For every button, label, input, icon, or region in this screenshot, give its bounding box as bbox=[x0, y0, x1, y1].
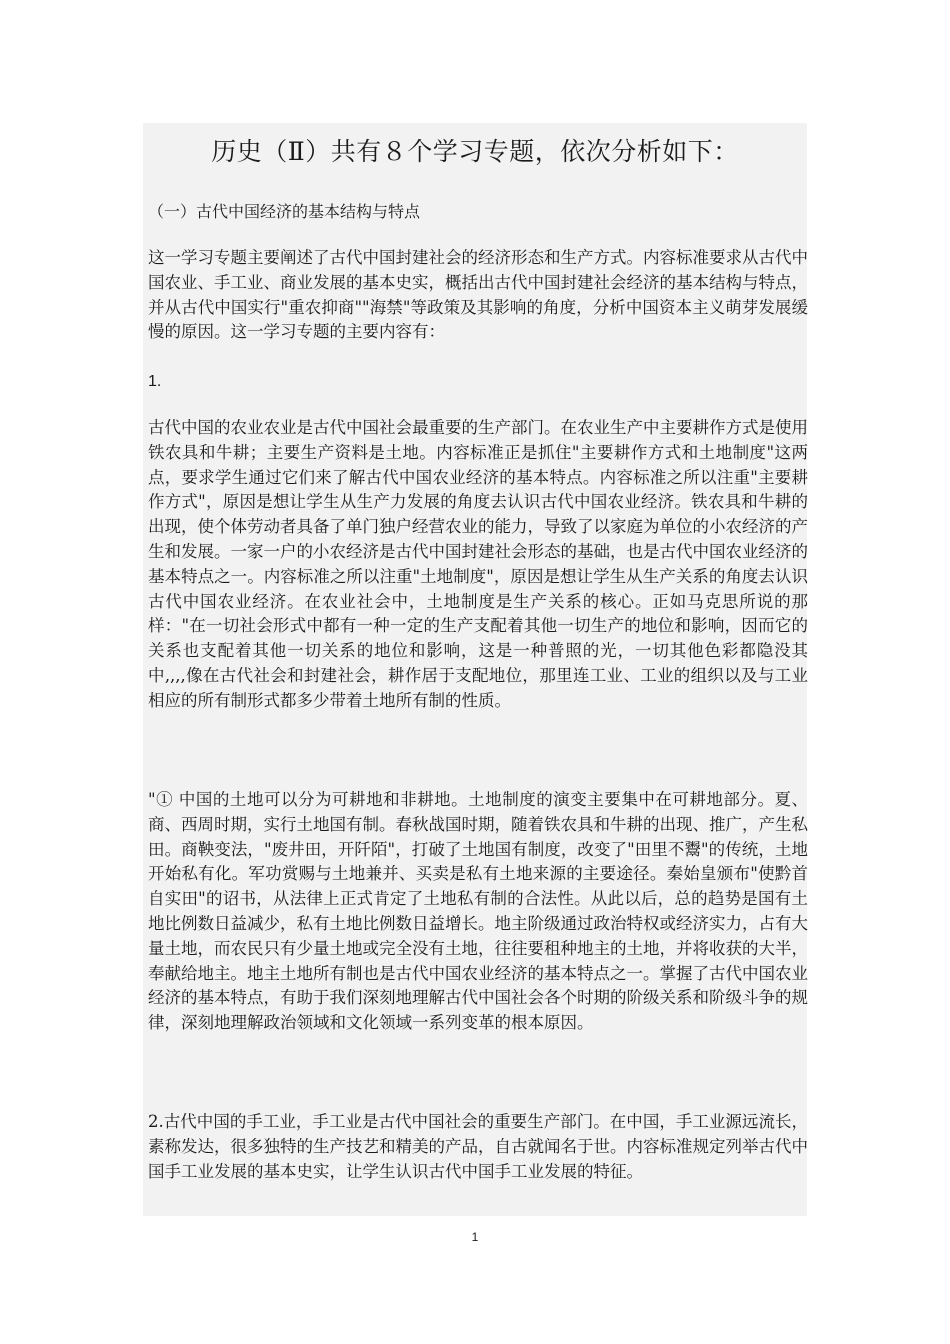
agriculture-paragraph: 古代中国的农业农业是古代中国社会最重要的生产部门。在农业生产中主要耕作方式是使用铁农具和牛耕；主要生产资料是土地。内容标准正是抓住"主要耕作方式和土地制度"这两点，要求学生通过它们来了解古代中国农业经济的基本特点。内容标准之所以注重"主要耕作方式"，原因是想让学生从生产力发展的角度去认识古代中国农业经济。铁农具和牛耕的出现，使个体劳动者具备了单门独户经营农业的能力，导致了以家庭为单位的小农经济的产生和发展。一家一户的小农经济是古代中国封建社会形态的基础，也是古代中国农业经济的基本特点之一。内容标准之所以注重"土地制度"，原因是想让学生从生产关系的角度去认识古代中国农业经济。在农业社会中，土地制度是生产关系的核心。正如马克思所说的那样："在一切社会形式中都有一种一定的生产支配着其他一切生产的地位和影响，因而它的关系也支配着其他一切关系的地位和影响，这是一种普照的光，一切其他色彩都隐没其中,,,,像在古代社会和封建社会，耕作居于支配地位，那里连工业、工业的组织以及与工业相应的所有制形式都多少带着土地所有制的性质。 bbox=[148, 418, 808, 710]
page-title: 历史（Ⅱ）共有８个学习专题，依次分析如下： bbox=[211, 137, 739, 166]
section-heading: （一）古代中国经济的基本结构与特点 bbox=[148, 202, 421, 221]
page-number: 1 bbox=[471, 1230, 479, 1244]
handicraft-paragraph: 2.古代中国的手工业，手工业是古代中国社会的重要生产部门。在中国，手工业源远流长，素称发达，很多独特的生产技艺和精美的产品，自古就闻名于世。内容标准规定列举古代中国手工业发展的基本史实，让学生认识古代中国手工业发展的特征。 bbox=[148, 1112, 808, 1181]
item-number: 1. bbox=[148, 373, 162, 390]
land-system-paragraph: "① 中国的土地可以分为可耕地和非耕地。土地制度的演变主要集中在可耕地部分。夏、商、西周时期，实行土地国有制。春秋战国时期，随着铁农具和牛耕的出现、推广，产生私田。商鞅变法，"废井田，开阡陌"，打破了土地国有制度，改变了"田里不鬻"的传统，土地开始私有化。军功赏赐与土地兼并、买卖是私有土地来源的主要途径。秦始皇颁布"使黔首自实田"的诏书，从法律上正式肯定了土地私有制的合法性。从此以后，总的趋势是国有土地比例数日益减少，私有土地比例数日益增长。地主阶级通过政治特权或经济实力，占有大量土地，而农民只有少量土地或完全没有土地，往往要租种地主的土地，并将收获的大半，奉献给地主。地主土地所有制也是古代中国农业经济的基本特点之一。掌握了古代中国农业经济的基本特点，有助于我们深刻地理解古代中国社会各个时期的阶级关系和阶级斗争的规律，深刻地理解政治领域和文化领域一系列变革的根本原因。 bbox=[148, 790, 808, 1033]
intro-paragraph: 这一学习专题主要阐述了古代中国封建社会的经济形态和生产方式。内容标准要求从古代中国农业、手工业、商业发展的基本史实，概括出古代中国封建社会经济的基本结构与特点，并从古代中国实行"重农抑商""海禁"等政策及其影响的角度，分析中国资本主义萌芽发展缓慢的原因。这一学习专题的主要内容有： bbox=[148, 248, 808, 342]
